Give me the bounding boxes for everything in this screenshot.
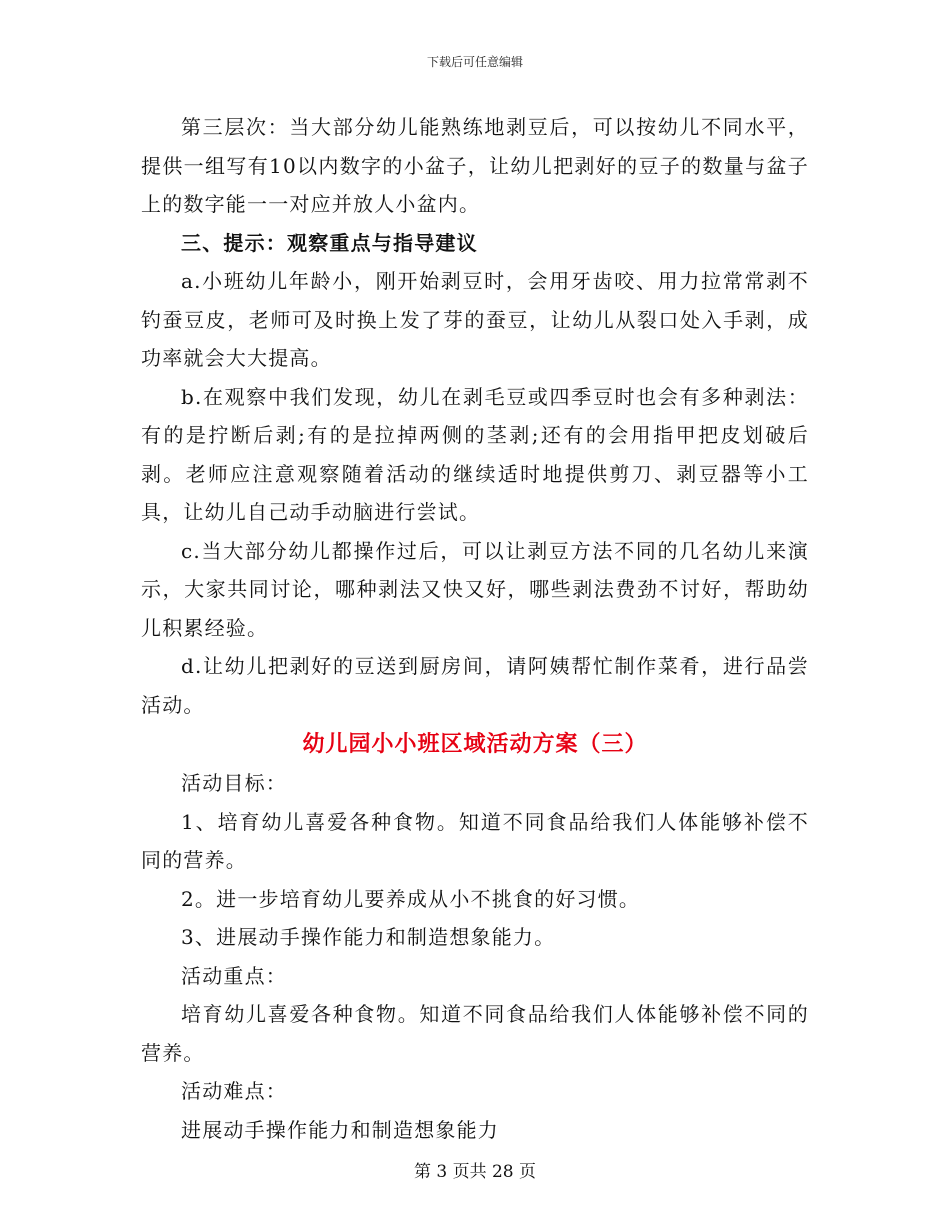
page-header: 下载后可任意编辑	[426, 55, 523, 69]
key-point-text: 培育幼儿喜爱各种食物。知道不同食品给我们人体能够补偿不同的营养。	[141, 1002, 809, 1065]
paragraph-level-three: 第三层次：当大部分幼儿能熟练地剥豆后，可以按幼儿不同水平，提供一组写有10以内数字的小盆子，让幼儿把剥好的豆子的数量与盆子上的数字能一一对应并放人小盆内。	[141, 115, 809, 216]
section-heading: 三、提示：观察重点与指导建议	[181, 230, 478, 255]
document-body	[141, 108, 809, 1149]
key-point-label: 活动重点：	[181, 963, 287, 988]
goal-item-2: 2。进一步培育幼儿要养成从小不挑食的好习惯。	[181, 886, 641, 911]
goal-item-3: 3、进展动手操作能力和制造想象能力。	[181, 925, 556, 949]
goal-item-1: 1、培育幼儿喜爱各种食物。知道不同食品给我们人体能够补偿不同的营养。	[141, 809, 809, 872]
difficulty-label: 活动难点：	[181, 1079, 287, 1103]
page-footer: 第 3 页共 28 页	[413, 1162, 537, 1182]
difficulty-text: 进展动手操作能力和制造想象能力	[181, 1117, 499, 1142]
plan-title: 幼儿园小小班区域活动方案（三）	[302, 731, 648, 757]
tip-item-b: b.在观察中我们发现，幼儿在剥毛豆或四季豆时也会有多种剥法：有的是拧断后剥;有的是拉掉两侧的茎剥;还有的会用指甲把皮划破后剥。老师应注意观察随着活动的继续适时地提供剪刀、剥豆器等小工具，让幼儿自己动手动脑进行尝试。	[141, 384, 809, 524]
goals-label: 活动目标：	[181, 771, 287, 795]
tip-item-d: d.让幼儿把剥好的豆送到厨房间，请阿姨帮忙制作菜肴，进行品尝活动。	[141, 654, 809, 717]
tip-item-c: c.当大部分幼儿都操作过后，可以让剥豆方法不同的几名幼儿来演示，大家共同讨论，哪种剥法又快又好，哪些剥法费劲不讨好，帮助幼儿积累经验。	[141, 538, 809, 640]
tip-item-a: a.小班幼儿年龄小，刚开始剥豆时，会用牙齿咬、用力拉常常剥不钓蚕豆皮，老师可及时换上发了芽的蚕豆，让幼儿从裂口处入手剥，成功率就会大大提高。	[141, 269, 809, 370]
